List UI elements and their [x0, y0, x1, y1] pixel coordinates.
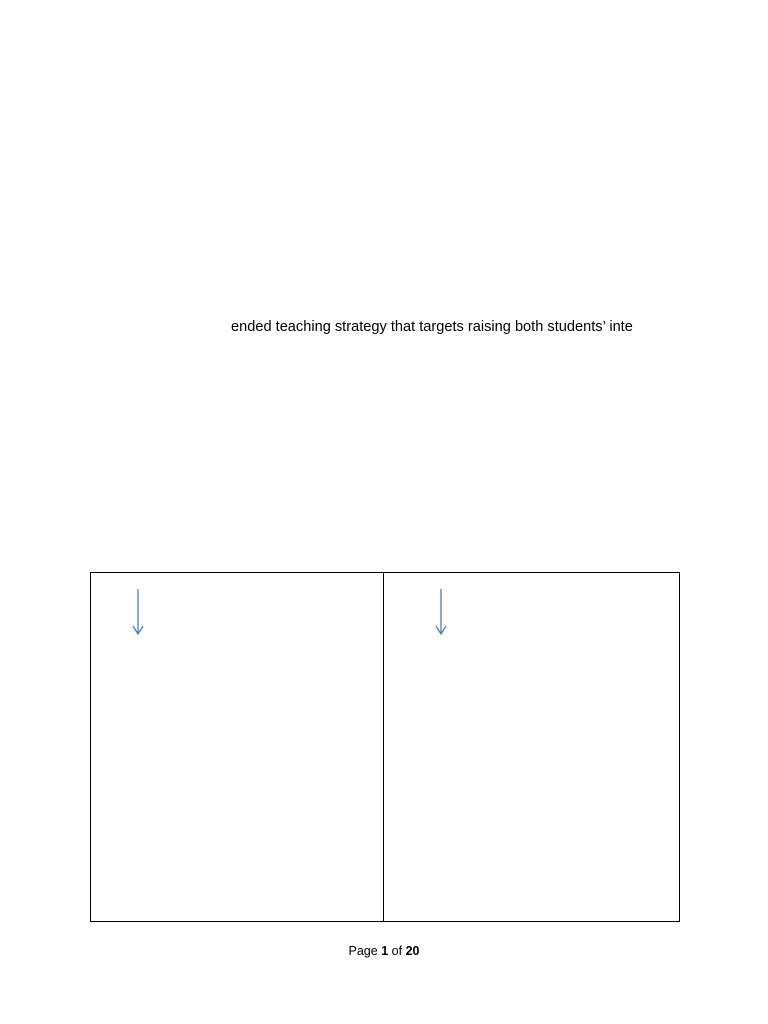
total-page-count: 20	[405, 944, 420, 958]
page-of-label: of	[391, 944, 403, 958]
current-page-number: 1	[381, 944, 389, 958]
table-cell-right[interactable]	[384, 573, 680, 922]
table-row	[91, 573, 680, 922]
body-text-line: ended teaching strategy that targets raising both students’ inte	[231, 319, 633, 335]
page-label: Page	[348, 944, 378, 958]
table-cell-left[interactable]	[91, 573, 384, 922]
page-number-footer	[0, 942, 768, 960]
down-arrow-icon	[434, 588, 448, 636]
two-column-table	[90, 572, 680, 922]
down-arrow-icon	[131, 588, 145, 636]
